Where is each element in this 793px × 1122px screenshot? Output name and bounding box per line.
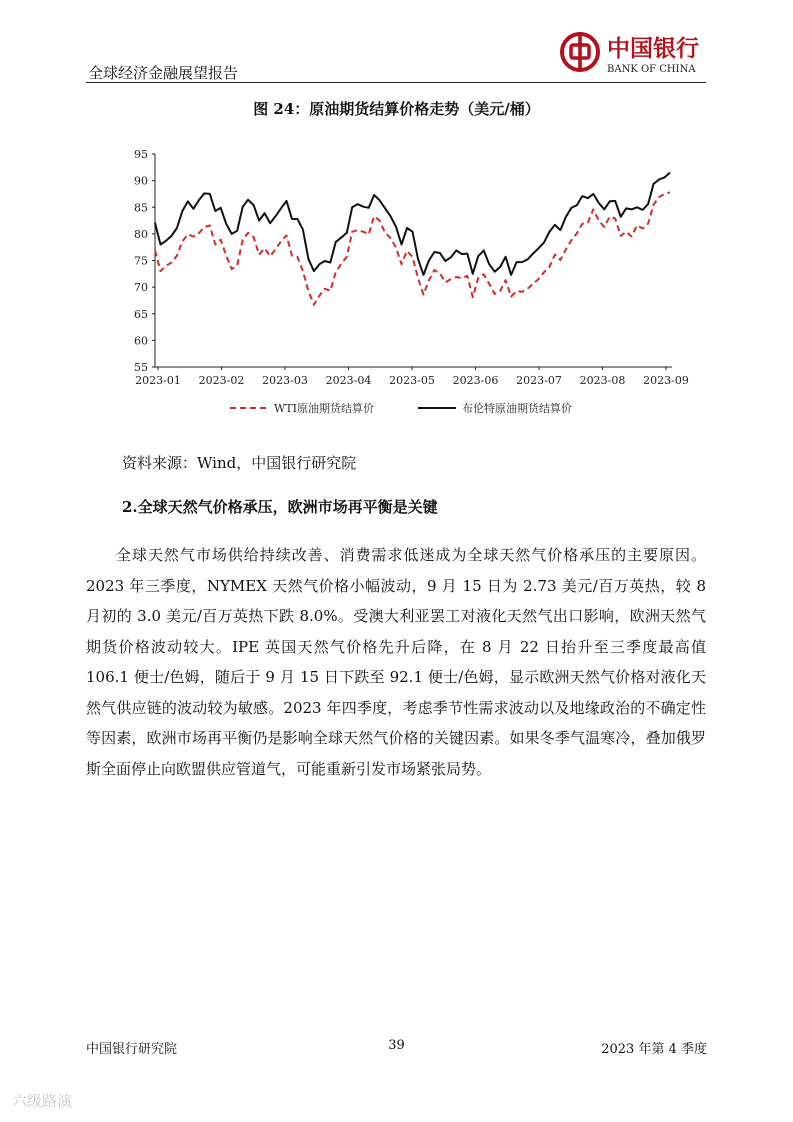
x-tick-label: 2023-05 [389,374,435,387]
logo-bar [578,32,582,70]
footer-period: 2023 年第 4 季度 [601,1042,707,1057]
x-tick-label: 2023-07 [516,374,562,387]
legend-label-brent: 布伦特原油期货结算价 [462,402,572,415]
price-chart [100,138,689,428]
footer-org: 中国银行研究院 [86,1042,178,1057]
footer-page-number: 39 [388,1038,405,1053]
figure-source: 资料来源：Wind，中国银行研究院 [122,454,357,472]
figure-title: 图 24：原油期货结算价格走势（美元/桶） [253,100,540,118]
y-tick-label: 65 [134,307,148,321]
x-tick-label: 2023-06 [452,374,499,387]
section-heading: 2.全球天然气价格承压，欧洲市场再平衡是关键 [122,498,438,516]
y-tick-label: 90 [134,174,148,188]
x-tick-label: 2023-08 [579,374,626,387]
legend-label-wti: WTI原油期货结算价 [274,402,374,415]
series-line-brent [155,173,670,275]
y-tick-label: 60 [134,334,148,348]
watermark: 六级路演 [12,1092,73,1110]
y-tick-label: 95 [134,148,148,161]
bank-logo [559,30,714,78]
x-tick-label: 2023-01 [135,374,181,387]
x-tick-label: 2023-02 [198,374,245,387]
logo-en-text: BANK OF CHINA [607,64,696,75]
header-title: 全球经济金融展望报告 [88,64,239,82]
body-paragraph: 全球天然气市场供给持续改善、消费需求低迷成为全球天然气价格承压的主要原因。2023 年三季度，NYMEX 天然气价格小幅波动，9 月 15 日为 2.73 美元/百万英热，较 8 月初的 3.0 美元/百万英热下跌 8.0%。受澳大利亚罢工对液化天然气出口影响，欧洲天然气期货价格波动较大。IPE 英国天然气价格先升后降，在 8 月 22 日抬升至三季度最高值 106.1 便士/色姆，随后于 9 月 15 日下跌至 92.1 便士/色姆，显示欧洲天然气价格对液化天然气供应链的波动较为敏感。2023 年四季度，考虑季节性需求波动以及地缘政治的不确定性等因素，欧洲市场再平衡仍是影响全球天然气价格的关键因素。如果冬季气温寒冷，叠加俄罗斯全面停止向欧盟供应管道气，可能重新引发市场紧张局势。 [86,546,706,778]
x-tick-label: 2023-09 [643,374,689,387]
y-tick-label: 75 [134,254,148,268]
y-tick-label: 85 [134,201,148,215]
y-tick-label: 55 [134,361,148,374]
header-rule [86,82,706,83]
logo-cn-text: 中国银行 [607,35,699,62]
x-tick-label: 2023-03 [262,374,308,387]
x-tick-label: 2023-04 [325,374,372,387]
y-tick-label: 80 [134,227,148,241]
y-tick-label: 70 [134,281,148,295]
series-line-wti [155,192,670,304]
